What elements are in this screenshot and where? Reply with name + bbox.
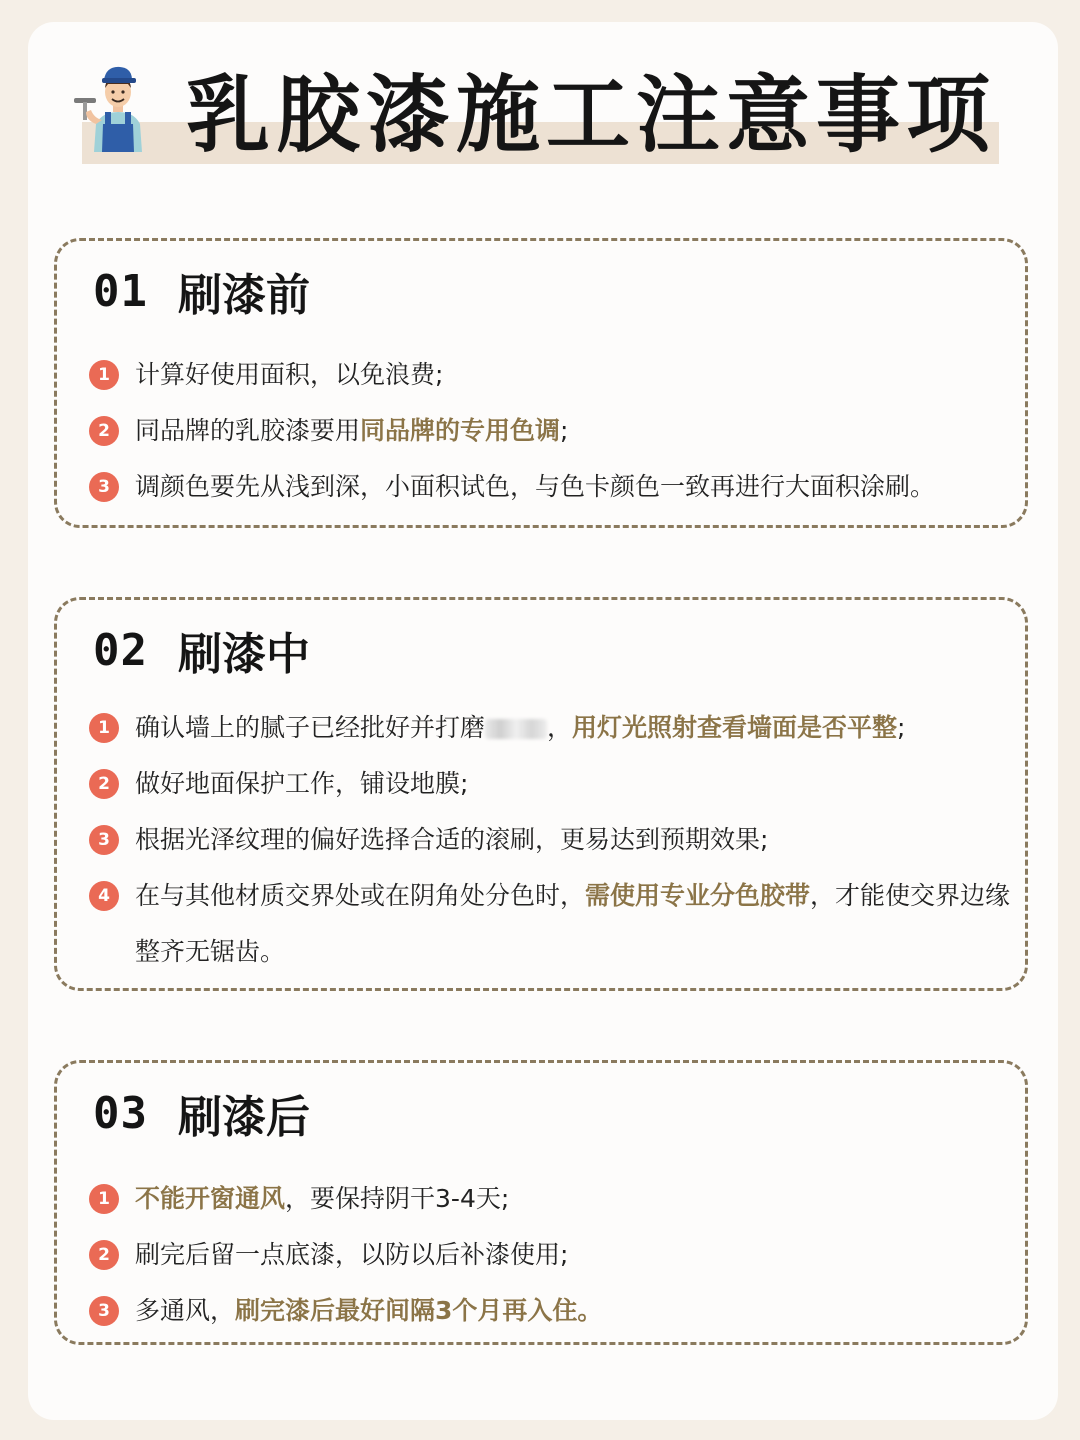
item-text: 确认墙上的腻子已经批好并打磨 [135, 713, 486, 742]
item-highlight: 同品牌的专用色调 [360, 416, 561, 445]
section-title: 刷漆后 [177, 1092, 310, 1143]
section-header [93, 1085, 310, 1141]
section-number: 01 [93, 265, 148, 317]
number-badge: 3 [89, 472, 119, 502]
number-badge: 1 [89, 1184, 119, 1214]
item-list [89, 347, 1017, 515]
list-item [89, 1227, 1017, 1283]
number-badge: 3 [89, 1296, 119, 1326]
page-title: 乳胶漆施工注意事项 [186, 66, 997, 164]
number-badge: 1 [89, 713, 119, 743]
item-text: 调颜色要先从浅到深，小面积试色，与色卡颜色一致再进行大面积涂刷。 [135, 472, 936, 501]
item-highlight: 不能开窗通风 [135, 1184, 286, 1213]
list-item [89, 347, 1017, 403]
list-item [89, 459, 1017, 515]
item-text: ; [897, 713, 906, 742]
list-item [89, 868, 1017, 980]
list-item [89, 812, 1017, 868]
blurred-text-region [485, 719, 547, 739]
section-header [93, 622, 310, 678]
list-item [89, 403, 1017, 459]
item-text: 做好地面保护工作，铺设地膜; [135, 769, 469, 798]
list-item [89, 756, 1017, 812]
item-highlight: 刷完漆后最好间隔3个月再入住。 [235, 1296, 603, 1325]
section-number: 03 [93, 1087, 148, 1139]
section-title: 刷漆中 [177, 629, 310, 680]
number-badge: 1 [89, 360, 119, 390]
list-item [89, 1283, 1017, 1339]
section-header [93, 263, 310, 319]
section-number: 02 [93, 624, 148, 676]
item-text: ; [560, 416, 569, 445]
number-badge: 2 [89, 769, 119, 799]
item-text: 计算好使用面积，以免浪费; [135, 360, 444, 389]
item-text: ， [547, 713, 573, 742]
item-list [89, 1171, 1017, 1339]
item-text: ，要保持阴干3-4天; [285, 1184, 510, 1213]
item-text: 刷完后留一点底漆，以防以后补漆使用; [135, 1240, 569, 1269]
list-item [89, 1171, 1017, 1227]
item-text: 多通风， [135, 1296, 236, 1325]
list-item [89, 700, 1017, 756]
section-during-painting [54, 597, 1028, 991]
number-badge: 2 [89, 1240, 119, 1270]
painter-worker-icon [72, 62, 154, 152]
item-text: 同品牌的乳胶漆要用 [135, 416, 361, 445]
item-list [89, 700, 1017, 980]
section-before-painting [54, 238, 1028, 528]
number-badge: 3 [89, 825, 119, 855]
item-highlight: 用灯光照射查看墙面是否平整 [572, 713, 898, 742]
number-badge: 4 [89, 881, 119, 911]
item-text: 根据光泽纹理的偏好选择合适的滚刷，更易达到预期效果; [135, 825, 769, 854]
item-highlight: 需使用专业分色胶带 [585, 881, 811, 910]
section-after-painting [54, 1060, 1028, 1345]
item-text: ，才能使交界边缘整齐无锯齿。 [135, 881, 1011, 966]
number-badge: 2 [89, 416, 119, 446]
section-title: 刷漆前 [177, 270, 310, 321]
item-text: 在与其他材质交界处或在阴角处分色时， [135, 881, 586, 910]
